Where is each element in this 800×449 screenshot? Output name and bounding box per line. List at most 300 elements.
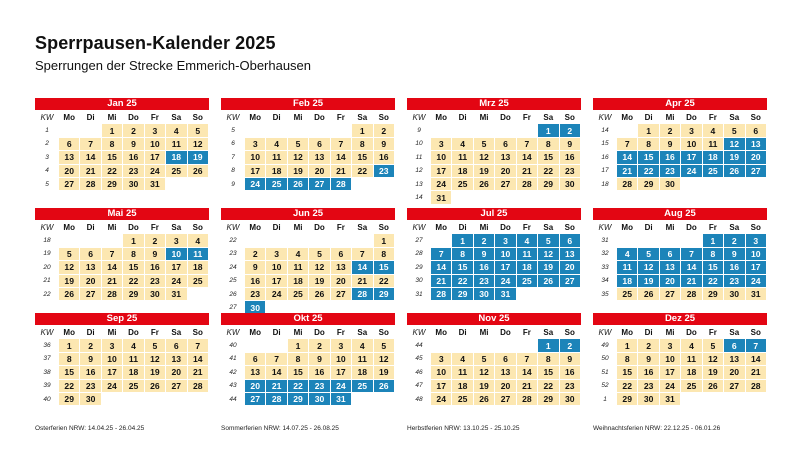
day-cell: 6 xyxy=(309,137,330,150)
week-number: 27 xyxy=(408,234,431,247)
closure-day-cell: 24 xyxy=(330,379,351,392)
day-cell: 8 xyxy=(538,137,559,150)
weekday-label: So xyxy=(559,221,580,234)
weekday-label: Mi xyxy=(659,221,680,234)
month-calendar xyxy=(407,208,581,301)
day-cell: 6 xyxy=(330,247,351,260)
day-cell: 4 xyxy=(681,339,702,352)
week-number: 41 xyxy=(222,352,245,365)
week-number: 22 xyxy=(222,234,245,247)
day-cell: 28 xyxy=(617,177,638,190)
week-row xyxy=(594,177,767,190)
day-cell: 4 xyxy=(287,247,308,260)
day-cell: 27 xyxy=(166,379,187,392)
closure-day-cell: 13 xyxy=(659,261,680,274)
weekday-label: Fr xyxy=(516,111,537,124)
closure-day-cell: 18 xyxy=(702,151,723,164)
day-cell: 14 xyxy=(516,151,537,164)
closure-day-cell: 9 xyxy=(724,247,745,260)
kw-header: KW xyxy=(408,111,431,124)
weekday-header-row xyxy=(408,326,581,339)
footer-osterferien: Osterferien NRW: 14.04.25 - 26.04.25 xyxy=(35,425,145,432)
week-number: 39 xyxy=(36,379,59,392)
week-number: 22 xyxy=(36,287,59,300)
closure-day-cell: 21 xyxy=(431,274,452,287)
closure-day-cell: 27 xyxy=(745,164,766,177)
month-header: Jul 25 xyxy=(407,208,581,220)
weekday-label: Fr xyxy=(144,326,165,339)
footer-weihnachtsferien: Weihnachtsferien NRW: 22.12.25 - 06.01.26 xyxy=(593,425,721,432)
day-cell: 13 xyxy=(80,261,101,274)
day-cell: 20 xyxy=(495,379,516,392)
week-number: 9 xyxy=(222,177,245,190)
day-cell: 4 xyxy=(123,339,144,352)
week-row xyxy=(408,261,581,274)
closure-day-cell: 11 xyxy=(617,261,638,274)
weekday-label: Do xyxy=(495,221,516,234)
day-cell: 17 xyxy=(266,274,287,287)
week-row xyxy=(222,124,395,137)
weekday-label: Di xyxy=(638,326,659,339)
empty-cell xyxy=(681,392,702,405)
week-number: 8 xyxy=(222,164,245,177)
weekday-label: Mo xyxy=(59,221,80,234)
week-number: 20 xyxy=(36,261,59,274)
day-cell: 21 xyxy=(330,164,351,177)
week-row xyxy=(408,379,581,392)
week-number: 37 xyxy=(36,352,59,365)
day-cell: 19 xyxy=(144,366,165,379)
empty-cell xyxy=(702,177,723,190)
empty-cell xyxy=(245,124,266,137)
closure-day-cell: 1 xyxy=(452,234,473,247)
day-cell: 19 xyxy=(309,274,330,287)
week-row xyxy=(594,379,767,392)
week-number: 19 xyxy=(36,247,59,260)
weekday-header-row xyxy=(222,326,395,339)
week-number: 5 xyxy=(222,124,245,137)
closure-day-cell: 23 xyxy=(473,274,494,287)
closure-day-cell: 18 xyxy=(166,151,187,164)
empty-cell xyxy=(330,124,351,137)
weekday-label: So xyxy=(187,111,208,124)
day-cell: 23 xyxy=(638,379,659,392)
week-number: 33 xyxy=(594,261,617,274)
week-number: 9 xyxy=(408,124,431,137)
week-row xyxy=(408,352,581,365)
month-header: Feb 25 xyxy=(221,98,395,110)
weekday-label: Mo xyxy=(617,221,638,234)
day-cell: 21 xyxy=(516,379,537,392)
week-number: 24 xyxy=(222,261,245,274)
closure-day-cell: 26 xyxy=(724,164,745,177)
day-cell: 24 xyxy=(659,379,680,392)
week-row xyxy=(222,274,395,287)
day-cell: 11 xyxy=(166,137,187,150)
weekday-label: Fr xyxy=(702,111,723,124)
day-cell: 10 xyxy=(431,366,452,379)
day-cell: 26 xyxy=(638,287,659,300)
empty-cell xyxy=(516,124,537,137)
closure-day-cell: 30 xyxy=(245,301,266,314)
day-cell: 30 xyxy=(724,287,745,300)
day-cell: 29 xyxy=(59,392,80,405)
day-cell: 8 xyxy=(538,352,559,365)
day-cell: 17 xyxy=(144,151,165,164)
weekday-label: Sa xyxy=(724,221,745,234)
day-cell: 13 xyxy=(724,352,745,365)
page-subtitle: Sperrungen der Strecke Emmerich-Oberhausen xyxy=(35,58,312,73)
day-cell: 30 xyxy=(559,177,580,190)
weekday-label: Do xyxy=(123,326,144,339)
day-cell: 28 xyxy=(681,287,702,300)
day-cell: 1 xyxy=(373,234,394,247)
empty-cell xyxy=(245,234,266,247)
weekday-label: Di xyxy=(80,111,101,124)
month-header: Apr 25 xyxy=(593,98,767,110)
week-row xyxy=(594,137,767,150)
day-cell: 11 xyxy=(123,352,144,365)
closure-day-cell: 3 xyxy=(745,234,766,247)
closure-day-cell: 11 xyxy=(516,247,537,260)
weekday-label: Di xyxy=(266,111,287,124)
day-cell: 24 xyxy=(144,164,165,177)
empty-cell xyxy=(352,234,373,247)
day-cell: 10 xyxy=(245,151,266,164)
day-cell: 16 xyxy=(144,261,165,274)
closure-day-cell: 29 xyxy=(452,287,473,300)
month-table xyxy=(221,325,395,406)
week-number: 14 xyxy=(594,124,617,137)
empty-cell xyxy=(495,124,516,137)
week-row xyxy=(594,287,767,300)
closure-day-cell: 20 xyxy=(745,151,766,164)
kw-header: KW xyxy=(594,111,617,124)
closure-day-cell: 27 xyxy=(559,274,580,287)
week-row xyxy=(222,352,395,365)
weekday-label: Fr xyxy=(330,326,351,339)
week-row xyxy=(36,234,209,247)
closure-day-cell: 1 xyxy=(538,124,559,137)
day-cell: 20 xyxy=(495,164,516,177)
empty-cell xyxy=(473,191,494,204)
weekday-label: Sa xyxy=(166,221,187,234)
closure-day-cell: 14 xyxy=(352,261,373,274)
day-cell: 16 xyxy=(123,151,144,164)
day-cell: 5 xyxy=(59,247,80,260)
day-cell: 26 xyxy=(473,177,494,190)
closure-day-cell: 4 xyxy=(516,234,537,247)
week-row xyxy=(222,164,395,177)
weekday-header-row xyxy=(408,111,581,124)
day-cell: 23 xyxy=(245,287,266,300)
day-cell: 27 xyxy=(330,287,351,300)
day-cell: 8 xyxy=(123,247,144,260)
week-row xyxy=(36,366,209,379)
week-number: 44 xyxy=(222,392,245,405)
week-row xyxy=(408,124,581,137)
day-cell: 28 xyxy=(745,379,766,392)
day-cell: 14 xyxy=(266,366,287,379)
week-number: 30 xyxy=(408,274,431,287)
week-row xyxy=(408,137,581,150)
kw-header: KW xyxy=(408,326,431,339)
day-cell: 7 xyxy=(617,137,638,150)
empty-cell xyxy=(330,234,351,247)
week-number: 43 xyxy=(222,379,245,392)
weekday-label: Mo xyxy=(617,326,638,339)
empty-cell xyxy=(287,234,308,247)
page-title: Sperrpausen-Kalender 2025 xyxy=(35,33,276,53)
empty-cell xyxy=(266,234,287,247)
day-cell: 15 xyxy=(101,151,122,164)
month-table xyxy=(221,220,395,315)
day-cell: 30 xyxy=(123,177,144,190)
week-number: 13 xyxy=(408,177,431,190)
kw-header: KW xyxy=(222,221,245,234)
weekday-label: Sa xyxy=(166,111,187,124)
week-number: 6 xyxy=(222,137,245,150)
week-row xyxy=(408,177,581,190)
empty-cell xyxy=(538,191,559,204)
month-table xyxy=(35,220,209,301)
week-number: 52 xyxy=(594,379,617,392)
weekday-label: Do xyxy=(309,221,330,234)
day-cell: 15 xyxy=(287,366,308,379)
empty-cell xyxy=(166,177,187,190)
day-cell: 4 xyxy=(452,137,473,150)
week-number: 21 xyxy=(36,274,59,287)
weekday-label: Sa xyxy=(352,111,373,124)
empty-cell xyxy=(166,392,187,405)
week-number: 18 xyxy=(594,177,617,190)
day-cell: 9 xyxy=(373,137,394,150)
day-cell: 9 xyxy=(144,247,165,260)
day-cell: 18 xyxy=(123,366,144,379)
day-cell: 31 xyxy=(144,177,165,190)
week-row xyxy=(594,392,767,405)
day-cell: 31 xyxy=(166,287,187,300)
weekday-label: Do xyxy=(681,111,702,124)
weekday-label: Mi xyxy=(659,326,680,339)
week-row xyxy=(222,261,395,274)
closure-day-cell: 22 xyxy=(287,379,308,392)
day-cell: 7 xyxy=(516,137,537,150)
day-cell: 16 xyxy=(245,274,266,287)
day-cell: 6 xyxy=(166,339,187,352)
day-cell: 19 xyxy=(287,164,308,177)
week-number: 51 xyxy=(594,366,617,379)
week-number: 2 xyxy=(36,137,59,150)
week-number: 50 xyxy=(594,352,617,365)
day-cell: 5 xyxy=(309,247,330,260)
day-cell: 25 xyxy=(123,379,144,392)
closure-day-cell: 15 xyxy=(373,261,394,274)
month-table xyxy=(35,325,209,406)
week-row xyxy=(36,287,209,300)
month-calendar xyxy=(593,98,767,191)
weekday-label: Sa xyxy=(538,111,559,124)
weekday-header-row xyxy=(594,326,767,339)
day-cell: 13 xyxy=(166,352,187,365)
empty-cell xyxy=(101,392,122,405)
kw-header: KW xyxy=(408,221,431,234)
closure-day-cell: 6 xyxy=(559,234,580,247)
weekday-label: So xyxy=(373,111,394,124)
empty-cell xyxy=(309,124,330,137)
empty-cell xyxy=(59,124,80,137)
day-cell: 26 xyxy=(473,392,494,405)
weekday-label: Mi xyxy=(473,221,494,234)
closure-day-cell: 23 xyxy=(659,164,680,177)
week-row xyxy=(222,151,395,164)
closure-day-cell: 14 xyxy=(681,261,702,274)
day-cell: 2 xyxy=(144,234,165,247)
weekday-label: So xyxy=(187,221,208,234)
kw-header: KW xyxy=(36,221,59,234)
empty-cell xyxy=(80,124,101,137)
day-cell: 8 xyxy=(101,137,122,150)
day-cell: 15 xyxy=(617,366,638,379)
weekday-label: So xyxy=(745,326,766,339)
week-number: 31 xyxy=(408,287,431,300)
weekday-label: Do xyxy=(309,111,330,124)
week-number: 44 xyxy=(408,339,431,352)
day-cell: 6 xyxy=(495,137,516,150)
week-row xyxy=(222,366,395,379)
day-cell: 18 xyxy=(187,261,208,274)
day-cell: 5 xyxy=(144,339,165,352)
day-cell: 9 xyxy=(638,352,659,365)
week-row xyxy=(594,366,767,379)
closure-day-cell: 5 xyxy=(638,247,659,260)
day-cell: 11 xyxy=(287,261,308,274)
day-cell: 13 xyxy=(495,151,516,164)
day-cell: 16 xyxy=(373,151,394,164)
closure-day-cell: 24 xyxy=(245,177,266,190)
day-cell: 4 xyxy=(452,352,473,365)
day-cell: 9 xyxy=(559,137,580,150)
week-row xyxy=(36,177,209,190)
footer-herbstferien: Herbstferien NRW: 13.10.25 - 25.10.25 xyxy=(407,425,520,432)
closure-day-cell: 23 xyxy=(724,274,745,287)
day-cell: 5 xyxy=(187,124,208,137)
closure-day-cell: 19 xyxy=(538,261,559,274)
month-calendar xyxy=(35,98,209,191)
day-cell: 5 xyxy=(702,339,723,352)
closure-day-cell: 23 xyxy=(309,379,330,392)
week-row xyxy=(594,261,767,274)
day-cell: 2 xyxy=(659,124,680,137)
day-cell: 17 xyxy=(659,366,680,379)
empty-cell xyxy=(373,177,394,190)
weekday-label: So xyxy=(373,221,394,234)
day-cell: 1 xyxy=(59,339,80,352)
day-cell: 6 xyxy=(495,352,516,365)
empty-cell xyxy=(187,392,208,405)
weekday-header-row xyxy=(222,221,395,234)
day-cell: 16 xyxy=(559,151,580,164)
week-number: 7 xyxy=(222,151,245,164)
day-cell: 20 xyxy=(309,164,330,177)
closure-day-cell: 2 xyxy=(559,339,580,352)
day-cell: 23 xyxy=(559,379,580,392)
week-number: 1 xyxy=(36,124,59,137)
empty-cell xyxy=(431,234,452,247)
closure-day-cell: 12 xyxy=(724,137,745,150)
closure-day-cell: 19 xyxy=(187,151,208,164)
weekday-label: Sa xyxy=(352,221,373,234)
day-cell: 9 xyxy=(123,137,144,150)
week-row xyxy=(408,287,581,300)
month-calendar xyxy=(407,98,581,205)
weekday-label: Mo xyxy=(431,326,452,339)
week-number: 35 xyxy=(594,287,617,300)
closure-day-cell: 7 xyxy=(431,247,452,260)
week-number: 36 xyxy=(36,339,59,352)
day-cell: 3 xyxy=(166,234,187,247)
day-cell: 29 xyxy=(123,287,144,300)
weekday-label: Mo xyxy=(59,326,80,339)
closure-day-cell: 9 xyxy=(473,247,494,260)
empty-cell xyxy=(724,392,745,405)
closure-day-cell: 2 xyxy=(473,234,494,247)
day-cell: 27 xyxy=(724,379,745,392)
empty-cell xyxy=(659,234,680,247)
weekday-label: Mi xyxy=(659,111,680,124)
week-number: 4 xyxy=(36,164,59,177)
closure-day-cell: 15 xyxy=(702,261,723,274)
kw-header: KW xyxy=(594,221,617,234)
week-number: 18 xyxy=(36,234,59,247)
month-header: Nov 25 xyxy=(407,313,581,325)
day-cell: 9 xyxy=(559,352,580,365)
day-cell: 1 xyxy=(638,124,659,137)
weekday-label: Mo xyxy=(431,111,452,124)
week-number: 47 xyxy=(408,379,431,392)
closure-day-cell: 3 xyxy=(495,234,516,247)
day-cell: 6 xyxy=(245,352,266,365)
day-cell: 24 xyxy=(431,392,452,405)
closure-day-cell: 31 xyxy=(330,392,351,405)
day-cell: 12 xyxy=(473,151,494,164)
day-cell: 19 xyxy=(702,366,723,379)
day-cell: 24 xyxy=(101,379,122,392)
day-cell: 30 xyxy=(638,392,659,405)
closure-day-cell: 20 xyxy=(659,274,680,287)
empty-cell xyxy=(80,234,101,247)
week-row xyxy=(36,379,209,392)
day-cell: 22 xyxy=(59,379,80,392)
week-row xyxy=(594,164,767,177)
day-cell: 9 xyxy=(309,352,330,365)
week-row xyxy=(408,191,581,204)
week-row xyxy=(222,234,395,247)
week-number: 46 xyxy=(408,366,431,379)
empty-cell xyxy=(373,392,394,405)
day-cell: 12 xyxy=(59,261,80,274)
day-cell: 1 xyxy=(617,339,638,352)
closure-day-cell: 28 xyxy=(352,287,373,300)
week-number: 29 xyxy=(408,261,431,274)
month-calendar xyxy=(35,208,209,301)
day-cell: 1 xyxy=(123,234,144,247)
day-cell: 11 xyxy=(266,151,287,164)
week-row xyxy=(594,274,767,287)
closure-day-cell: 25 xyxy=(516,274,537,287)
day-cell: 30 xyxy=(659,177,680,190)
weekday-label: Di xyxy=(452,111,473,124)
